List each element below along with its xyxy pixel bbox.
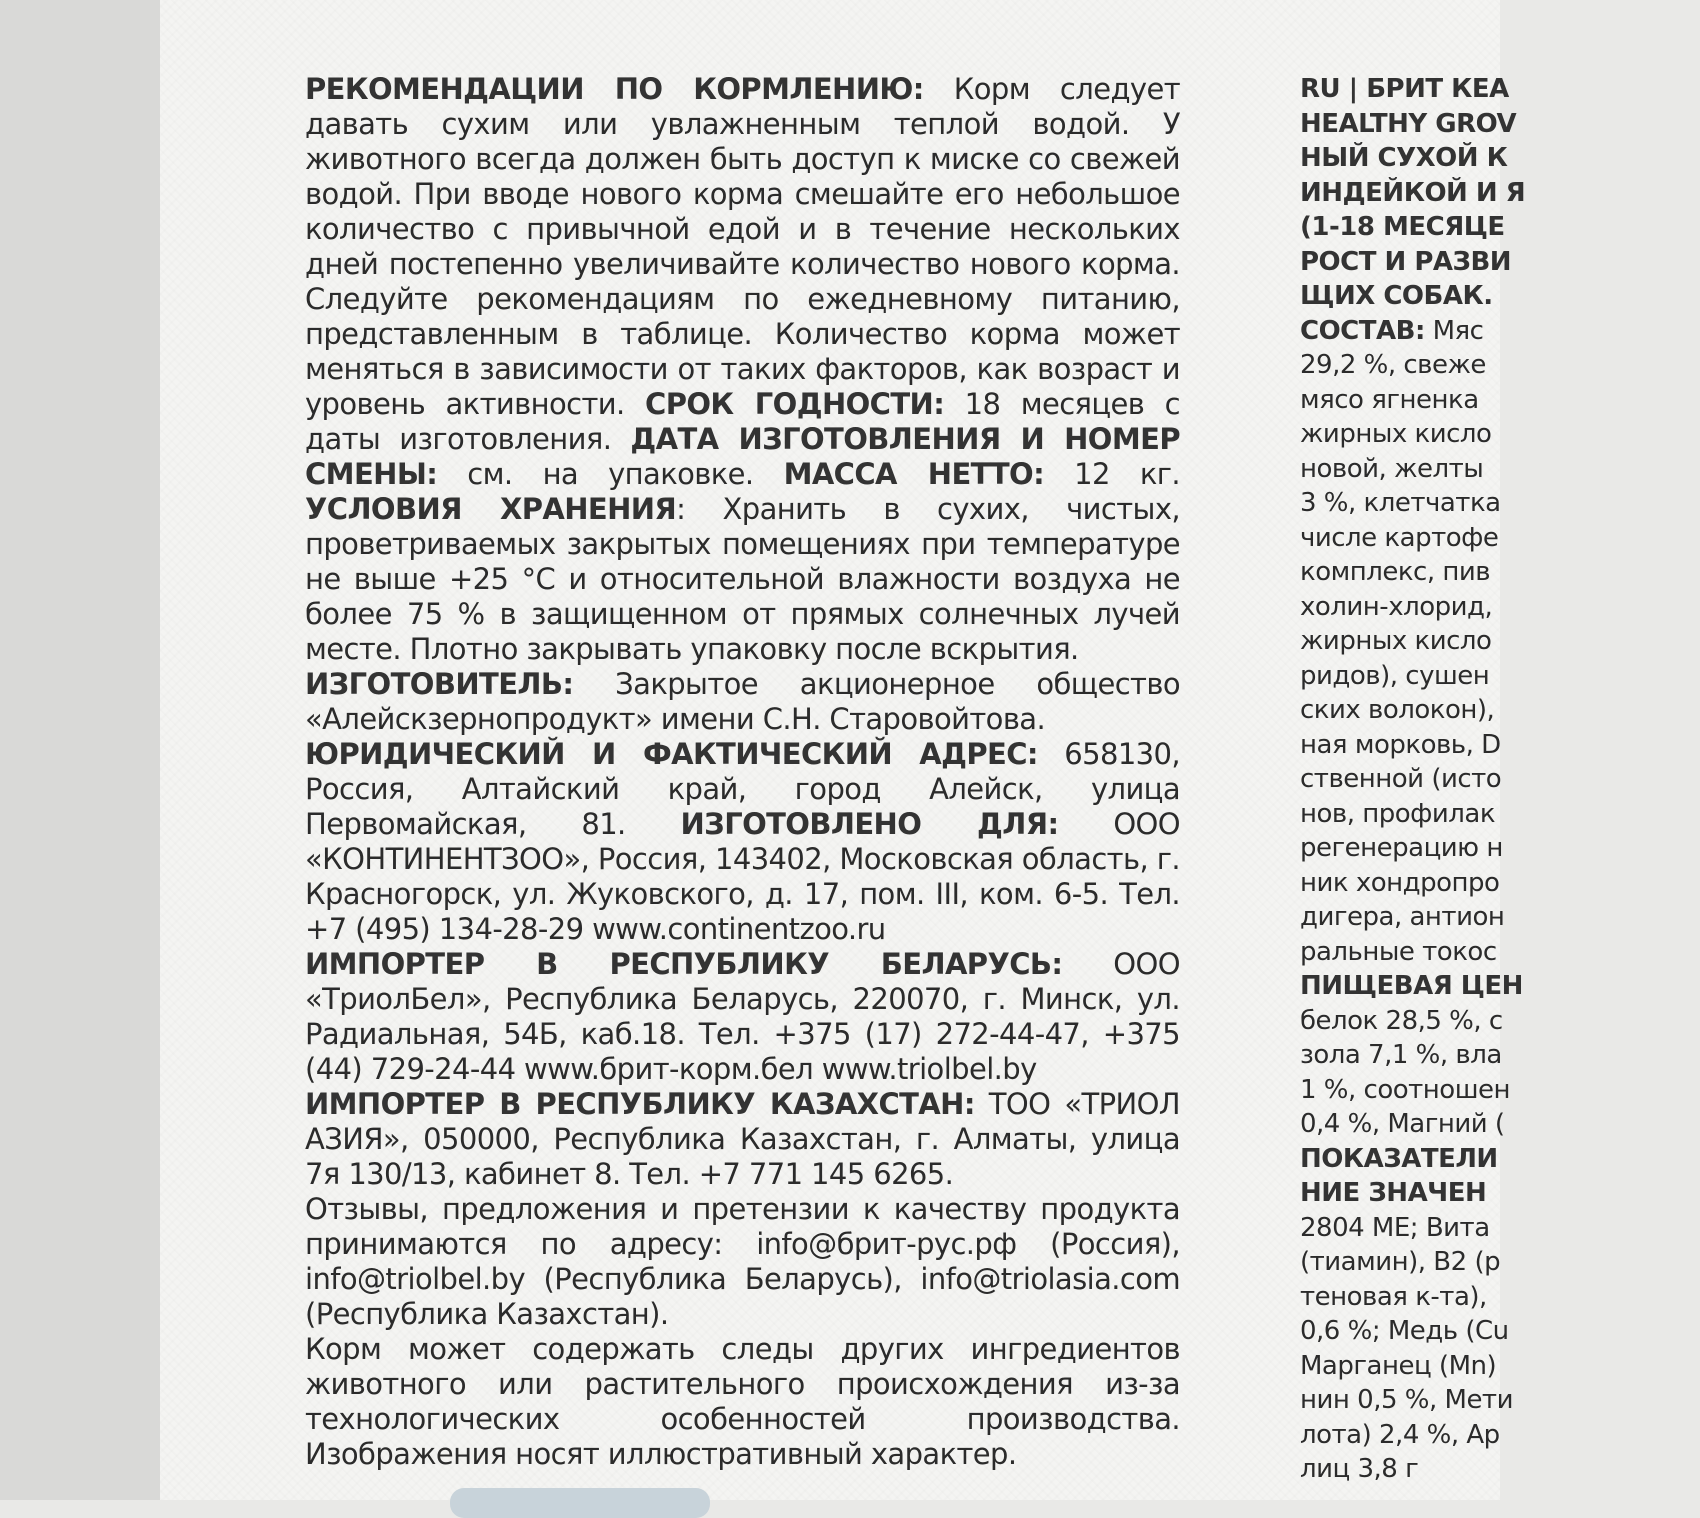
section-text: Отзывы, предложения и претензии к качеству продукта принимаются по адресу: info@брит-рус.рф (Россия), info@triolbel.by (Республика Беларусь), info@triolasia.com (Республика Казахстан). xyxy=(305,1192,1180,1331)
section-heading: РЕКОМЕНДАЦИИ ПО КОРМЛЕНИЮ: xyxy=(305,72,924,106)
composition-text: ная морковь, D xyxy=(1300,729,1501,760)
composition-text: белок 28,5 %, с xyxy=(1300,1005,1503,1036)
composition-line xyxy=(1300,624,1700,659)
composition-text: 0,6 %; Медь (Cu xyxy=(1300,1316,1509,1346)
composition-line xyxy=(1300,1314,1700,1349)
composition-line xyxy=(1300,555,1700,590)
composition-line xyxy=(1300,383,1700,418)
composition-text: 2804 МЕ; Вита xyxy=(1300,1212,1490,1243)
composition-heading: (1-18 МЕСЯЦЕ xyxy=(1300,212,1505,242)
composition-heading: ИНДЕЙКОЙ И Я xyxy=(1300,177,1526,208)
section-text: Корм может содержать следы других ингредиентов животного или растительного происхождения из-за технологических особенностей производства. Изображения носят иллюстративный характер. xyxy=(305,1332,1180,1471)
composition-line xyxy=(1300,935,1700,970)
composition-line xyxy=(1300,969,1700,1004)
composition-line xyxy=(1300,590,1700,625)
info-paragraph xyxy=(305,1332,1180,1472)
composition-text: лота) 2,4 %, Ар xyxy=(1300,1419,1500,1450)
composition-text: Мяс xyxy=(1424,315,1484,346)
composition-column xyxy=(1300,72,1700,1487)
composition-line xyxy=(1300,521,1700,556)
section-heading: ИЗГОТОВЛЕНО ДЛЯ: xyxy=(680,807,1059,841)
composition-heading: СОСТАВ: xyxy=(1300,315,1425,346)
composition-line xyxy=(1300,348,1700,383)
composition-line xyxy=(1300,210,1700,245)
composition-heading: HEALTHY GROV xyxy=(1300,108,1517,139)
section-text: ТОО «ТРИОЛ АЗИЯ», 050000, Республика Казахстан, г. Алматы, улица 7я 130/13, кабинет 8. Тел. +7 771 145 6265. xyxy=(305,1087,1180,1191)
composition-text: 3 %, клетчатка xyxy=(1300,488,1501,518)
info-paragraph xyxy=(305,72,1180,667)
composition-text: жирных кисло xyxy=(1300,626,1492,656)
composition-line xyxy=(1300,900,1700,935)
info-paragraph xyxy=(305,1087,1180,1192)
composition-text: зола 7,1 %, вла xyxy=(1300,1040,1502,1070)
composition-text: лиц 3,8 г xyxy=(1300,1454,1419,1484)
composition-text: 29,2 %, свеже xyxy=(1300,350,1486,380)
section-text: : Хранить в сухих, чистых, проветриваемых закрытых помещениях при температуре не выше +25 °С и относительной влажности воздуха не более 75 % в защищенном от прямых солнечных лучей месте. Плотно закрывать упаковку после вскрытия. xyxy=(305,492,1180,666)
composition-line xyxy=(1300,1452,1700,1487)
section-heading: МАССА НЕТТО: xyxy=(783,457,1045,491)
composition-text: (тиамин), В2 (р xyxy=(1300,1247,1501,1277)
composition-line xyxy=(1300,72,1700,107)
section-text: 12 кг. xyxy=(1044,457,1180,491)
composition-line xyxy=(1300,1142,1700,1177)
section-heading: ДАТА ИЗГОТОВЛЕНИЯ И НОМЕР СМЕНЫ: xyxy=(305,422,1180,491)
info-paragraph xyxy=(305,737,1180,947)
feeding-info-column xyxy=(305,72,1180,1472)
composition-text: холин-хлорид, xyxy=(1300,591,1493,622)
section-heading: ИЗГОТОВИТЕЛЬ: xyxy=(305,667,574,701)
composition-line xyxy=(1300,245,1700,280)
decorative-graphic xyxy=(450,1488,710,1518)
info-paragraph xyxy=(305,667,1180,737)
composition-line xyxy=(1300,1280,1700,1315)
section-text: ООО «КОНТИНЕНТЗОО», Россия, 143402, Московская область, г. Красногорск, ул. Жуковского, д. 17, пом. III, ком. 6-5. Тел. +7 (495) 134-28-29 www.continentzoo.ru xyxy=(305,807,1181,946)
info-paragraph xyxy=(305,947,1180,1087)
composition-line xyxy=(1300,1383,1700,1418)
section-text: Корм следует давать сухим или увлажненным теплой водой. У животного всегда должен быть доступ к миске со свежей водой. При вводе нового корма смешайте его небольшое количество с привычной едой и в течение нескольких дней постепенно увеличивайте количество нового корма. Следуйте рекомендациям по ежедневному питанию, представленным в таблице. Количество корма может меняться в зависимости от таких факторов, как возраст и уровень активности. xyxy=(305,72,1180,421)
section-heading: УСЛОВИЯ ХРАНЕНИЯ xyxy=(305,492,677,526)
composition-text: жирных кисло xyxy=(1300,419,1492,449)
composition-text: ник хондропро xyxy=(1300,867,1500,898)
composition-text: теновая к-та), xyxy=(1300,1281,1487,1312)
composition-text: мясо ягненка xyxy=(1300,384,1479,415)
composition-text: ственной (исто xyxy=(1300,764,1502,794)
composition-line xyxy=(1300,797,1700,832)
composition-text: 0,4 %, Магний ( xyxy=(1300,1109,1505,1139)
composition-line xyxy=(1300,659,1700,694)
composition-line xyxy=(1300,1038,1700,1073)
composition-text: новой, желты xyxy=(1300,453,1484,484)
composition-line xyxy=(1300,486,1700,521)
composition-heading: НЫЙ СУХОЙ К xyxy=(1300,143,1508,173)
section-text: Закрытое акционерное общество «Алейскзернопродукт» имени С.Н. Старовойтова. xyxy=(305,667,1180,736)
composition-text: ридов), сушен xyxy=(1300,660,1490,691)
composition-text: Марганец (Mn) xyxy=(1300,1350,1497,1381)
composition-line xyxy=(1300,1418,1700,1453)
composition-heading: НИЕ ЗНАЧЕН xyxy=(1300,1178,1487,1208)
composition-line xyxy=(1300,176,1700,211)
composition-line xyxy=(1300,1107,1700,1142)
composition-text: ских волокон), xyxy=(1300,695,1495,725)
section-text: 658130, Россия, Алтайский край, город Алейск, улица Первомайская, 81. xyxy=(305,737,1181,841)
composition-line xyxy=(1300,452,1700,487)
composition-line xyxy=(1300,693,1700,728)
section-heading: ИМПОРТЕР В РЕСПУБЛИКУ БЕЛАРУСЬ: xyxy=(305,947,1063,981)
composition-line xyxy=(1300,728,1700,763)
composition-text: 1 %, соотношен xyxy=(1300,1074,1510,1105)
section-text: см. на упаковке. xyxy=(437,457,784,491)
composition-line xyxy=(1300,1176,1700,1211)
composition-text: нов, профилак xyxy=(1300,798,1496,829)
section-heading: СРОК ГОДНОСТИ: xyxy=(645,387,945,421)
composition-text: нин 0,5 %, Мети xyxy=(1300,1385,1513,1415)
composition-line xyxy=(1300,831,1700,866)
section-text: ООО «ТриолБел», Республика Беларусь, 220070, г. Минск, ул. Радиальная, 54Б, каб.18. Тел. +375 (17) 272-44-47, +375 (44) 729-24-44 www.брит-корм.бел www.triolbel.by xyxy=(305,947,1180,1086)
composition-line xyxy=(1300,762,1700,797)
composition-line xyxy=(1300,866,1700,901)
composition-line xyxy=(1300,417,1700,452)
section-heading: ЮРИДИЧЕСКИЙ И ФАКТИЧЕСКИЙ АДРЕС: xyxy=(305,737,1038,771)
section-text: 18 месяцев с даты изготовления. xyxy=(305,387,1181,456)
composition-heading: РОСТ И РАЗВИ xyxy=(1300,246,1512,277)
composition-line xyxy=(1300,107,1700,142)
composition-line xyxy=(1300,1245,1700,1280)
composition-line xyxy=(1300,1073,1700,1108)
composition-line xyxy=(1300,1004,1700,1039)
composition-line xyxy=(1300,1349,1700,1384)
composition-text: ральные токос xyxy=(1300,936,1497,967)
composition-heading: ЩИХ СОБАК. xyxy=(1300,281,1493,311)
page-edge xyxy=(0,0,160,1500)
composition-text: комплекс, пив xyxy=(1300,557,1491,587)
composition-text: числе картофе xyxy=(1300,522,1499,553)
composition-line xyxy=(1300,314,1700,349)
composition-line xyxy=(1300,1211,1700,1246)
info-paragraph xyxy=(305,1192,1180,1332)
composition-heading: ПИЩЕВАЯ ЦЕН xyxy=(1300,971,1523,1001)
composition-heading: RU | БРИТ КЕА xyxy=(1300,74,1509,104)
composition-line xyxy=(1300,279,1700,314)
composition-line xyxy=(1300,141,1700,176)
section-heading: ИМПОРТЕР В РЕСПУБЛИКУ КАЗАХСТАН: xyxy=(305,1087,975,1121)
composition-heading: ПОКАЗАТЕЛИ xyxy=(1300,1143,1498,1174)
composition-text: дигера, антион xyxy=(1300,902,1505,932)
composition-text: регенерацию н xyxy=(1300,833,1503,863)
